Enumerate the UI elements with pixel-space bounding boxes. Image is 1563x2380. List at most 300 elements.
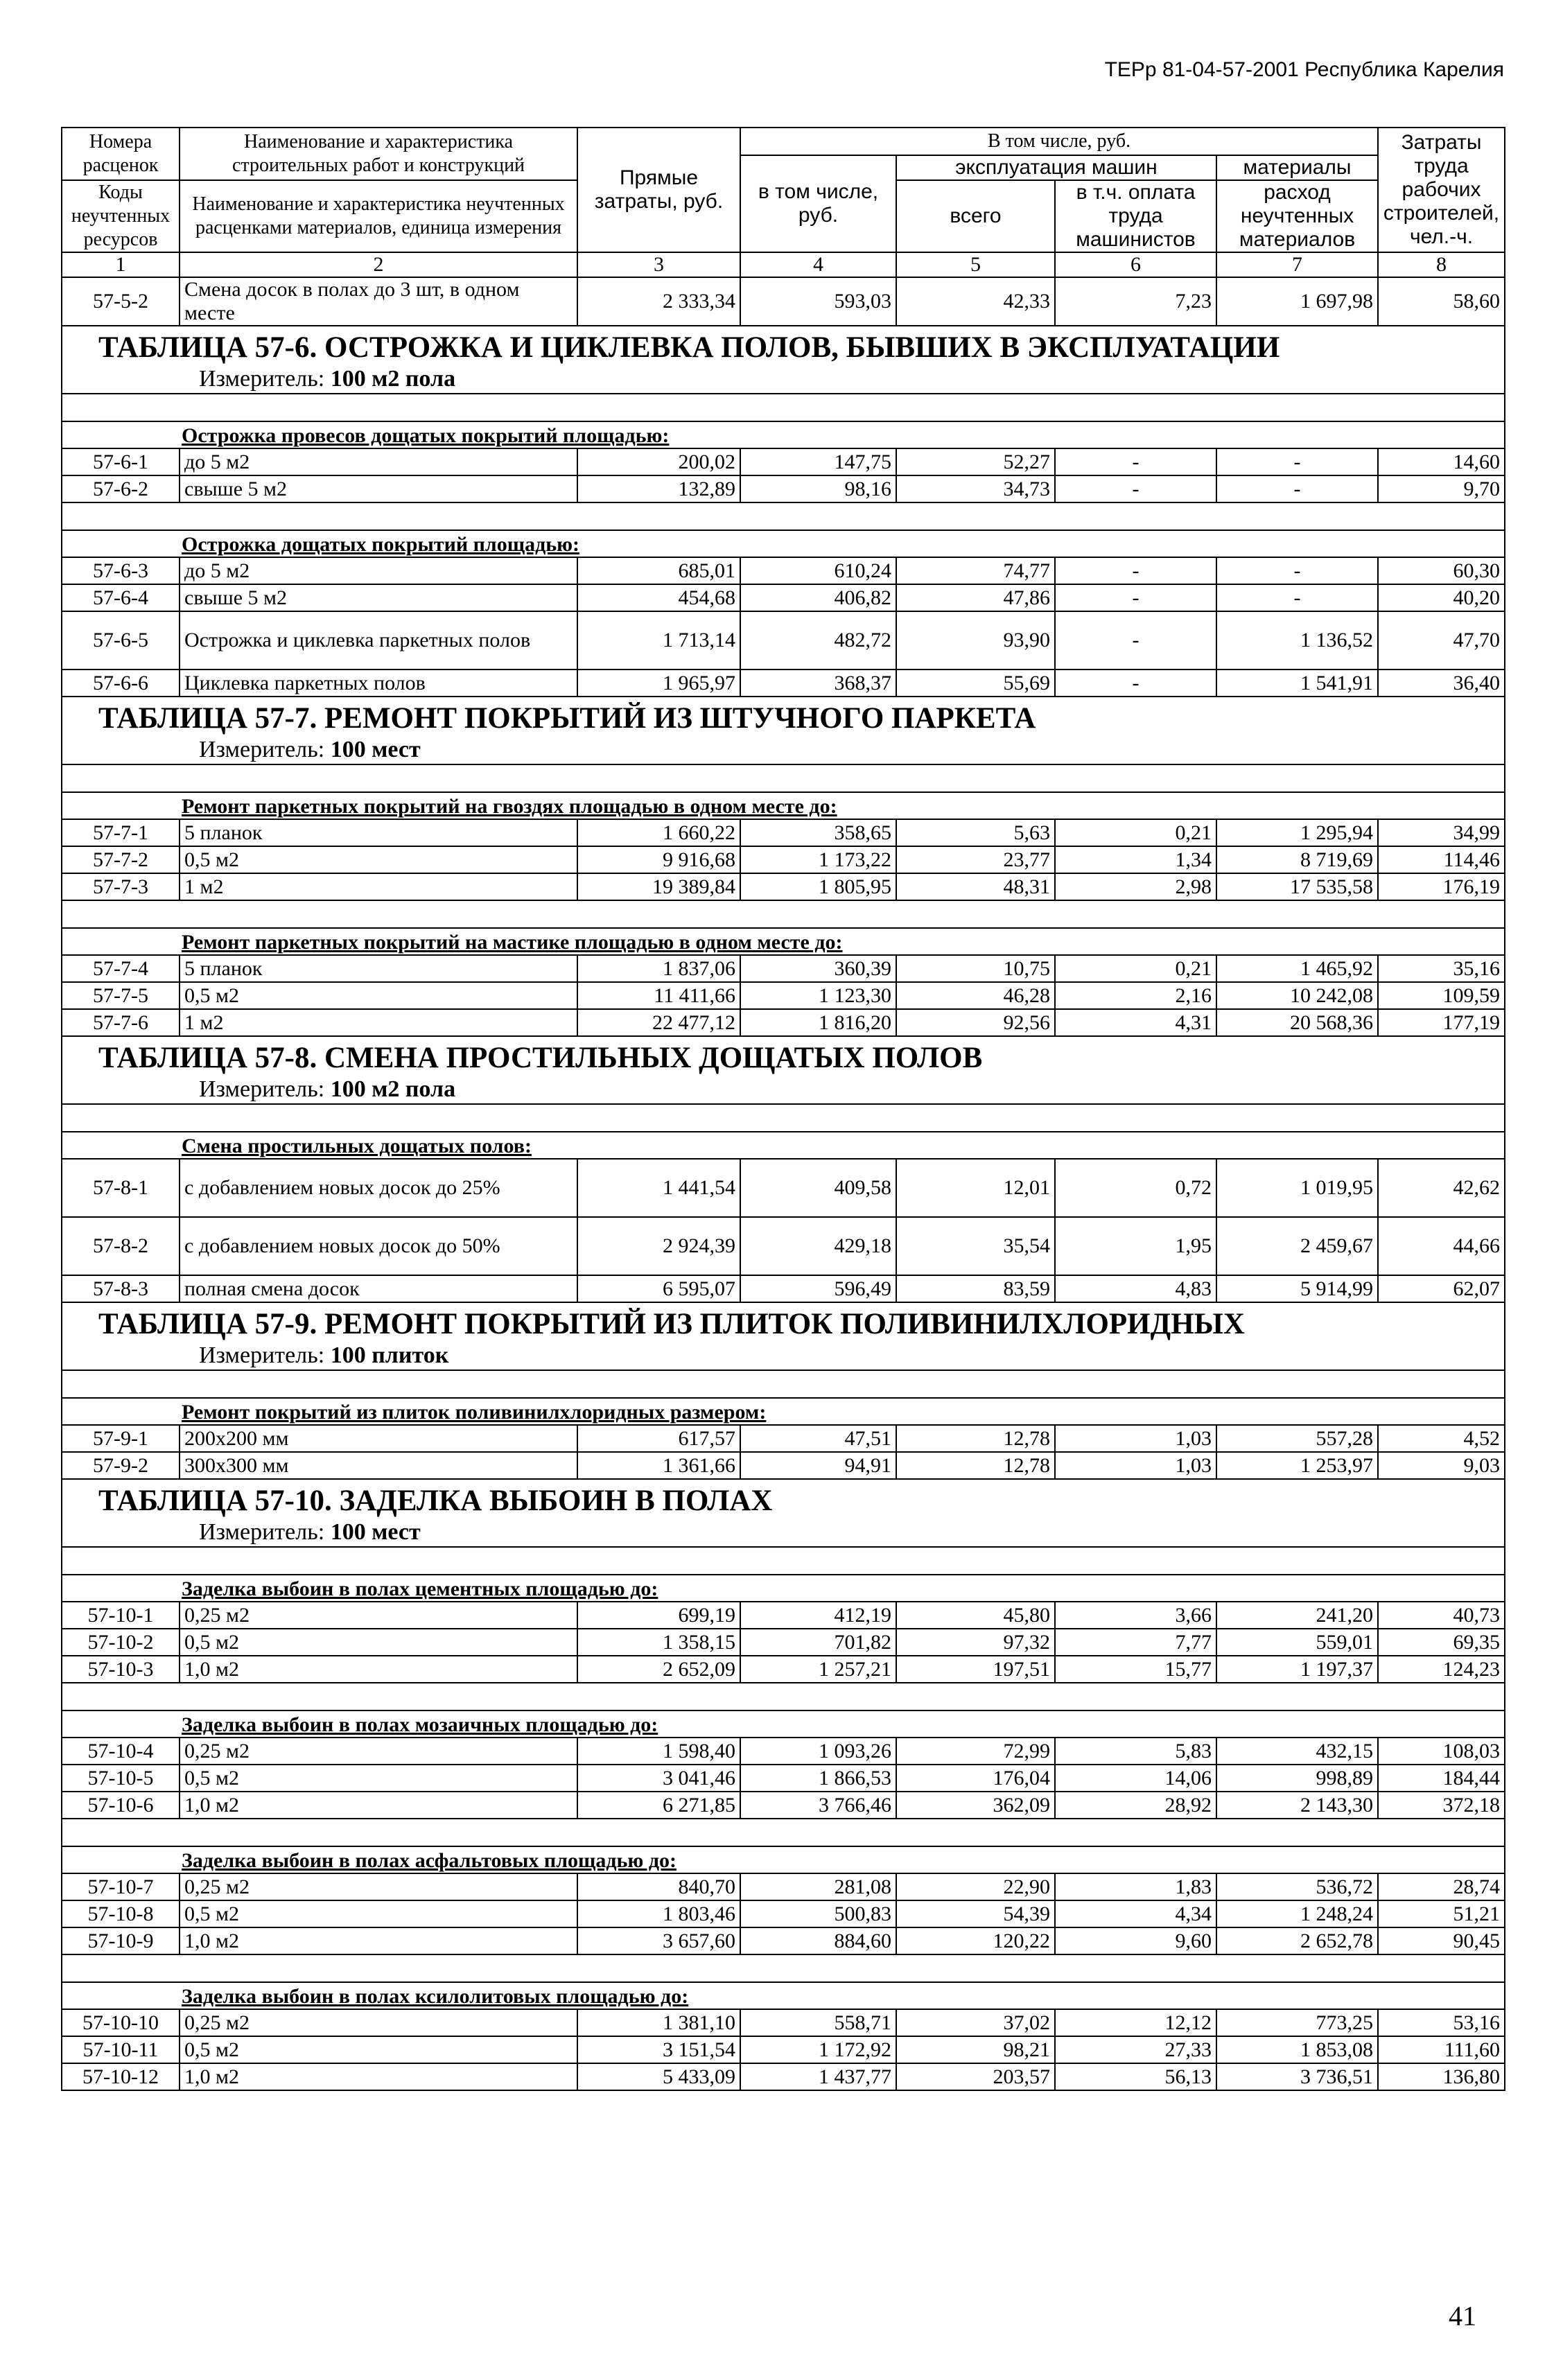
rate-name: до 5 м2 xyxy=(180,448,577,475)
table-row xyxy=(62,955,1505,982)
rate-code: 57-10-9 xyxy=(62,1927,180,1954)
rate-code: 57-7-2 xyxy=(62,846,180,873)
direct-cost: 1 361,66 xyxy=(577,1452,740,1479)
direct-cost: 2 924,39 xyxy=(577,1217,740,1275)
group-subtitle: Смена простильных дощатых полов: xyxy=(182,1135,532,1157)
materials-cost: 1 019,95 xyxy=(1216,1159,1378,1217)
materials-cost: 1 697,98 xyxy=(1216,277,1378,326)
labor-cost: 60,30 xyxy=(1378,557,1505,584)
machines-cost: 10,75 xyxy=(896,955,1055,982)
table-section-header xyxy=(62,1036,1505,1104)
direct-cost: 840,70 xyxy=(577,1873,740,1900)
machines-cost: 47,86 xyxy=(896,584,1055,611)
machines-wages-cost: 15,77 xyxy=(1055,1656,1216,1683)
table-row xyxy=(62,1900,1505,1927)
machines-wages-cost: 27,33 xyxy=(1055,2036,1216,2063)
labor-cost: 58,60 xyxy=(1378,277,1505,326)
header-wages: в том числе, руб. xyxy=(740,155,896,252)
table-row xyxy=(62,1873,1505,1900)
rate-code: 57-7-6 xyxy=(62,1009,180,1036)
machines-wages-cost: - xyxy=(1055,611,1216,670)
rate-code: 57-8-2 xyxy=(62,1217,180,1275)
direct-cost: 1 598,40 xyxy=(577,1738,740,1765)
spacer-row xyxy=(62,900,1505,928)
materials-cost: 1 541,91 xyxy=(1216,670,1378,697)
header-materials-unaccounted: расход неучтенных материалов xyxy=(1216,180,1378,252)
rate-name: 0,25 м2 xyxy=(180,1602,577,1629)
rate-name: с добавлением новых досок до 25% xyxy=(180,1159,577,1217)
meter-label: Измеритель: xyxy=(199,366,325,392)
machines-cost: 72,99 xyxy=(896,1738,1055,1765)
direct-cost: 1 713,14 xyxy=(577,611,740,670)
labor-cost: 136,80 xyxy=(1378,2063,1505,2090)
rate-name: Смена досок в полах до 3 шт, в одном месте xyxy=(180,277,577,326)
column-number: 2 xyxy=(180,252,577,277)
table-row xyxy=(62,1217,1505,1275)
machines-wages-cost: 1,95 xyxy=(1055,1217,1216,1275)
section-title: ТАБЛИЦА 57-10. ЗАДЕЛКА ВЫБОИН В ПОЛАХ xyxy=(98,1485,773,1517)
rate-name: 0,5 м2 xyxy=(180,2036,577,2063)
wages-cost: 360,39 xyxy=(740,955,896,982)
header-direct: Прямые затраты, руб. xyxy=(577,128,740,252)
machines-cost: 5,63 xyxy=(896,819,1055,846)
column-numbers-row xyxy=(62,252,1505,277)
materials-cost: 2 459,67 xyxy=(1216,1217,1378,1275)
rate-name: 0,5 м2 xyxy=(180,982,577,1009)
machines-wages-cost: - xyxy=(1055,557,1216,584)
rate-code: 57-10-2 xyxy=(62,1629,180,1656)
table-row xyxy=(62,2063,1505,2090)
wages-cost: 1 805,95 xyxy=(740,873,896,900)
machines-cost: 93,90 xyxy=(896,611,1055,670)
wages-cost: 406,82 xyxy=(740,584,896,611)
column-number: 4 xyxy=(740,252,896,277)
wages-cost: 1 866,53 xyxy=(740,1765,896,1792)
direct-cost: 6 595,07 xyxy=(577,1275,740,1302)
machines-cost: 42,33 xyxy=(896,277,1055,326)
direct-cost: 5 433,09 xyxy=(577,2063,740,2090)
column-number: 3 xyxy=(577,252,740,277)
table-row xyxy=(62,1738,1505,1765)
meter-label: Измеритель: xyxy=(199,1076,325,1102)
machines-cost: 12,78 xyxy=(896,1425,1055,1452)
labor-cost: 184,44 xyxy=(1378,1765,1505,1792)
wages-cost: 1 123,30 xyxy=(740,982,896,1009)
machines-cost: 12,01 xyxy=(896,1159,1055,1217)
table-row xyxy=(62,1425,1505,1452)
table-row xyxy=(62,1792,1505,1819)
table-row xyxy=(62,1602,1505,1629)
section-title: ТАБЛИЦА 57-7. РЕМОНТ ПОКРЫТИЙ ИЗ ШТУЧНОГО ПАРКЕТА xyxy=(98,702,1036,735)
rate-name: 0,25 м2 xyxy=(180,1873,577,1900)
wages-cost: 412,19 xyxy=(740,1602,896,1629)
group-subtitle-row xyxy=(62,530,1505,557)
rate-code: 57-10-10 xyxy=(62,2009,180,2036)
machines-wages-cost: - xyxy=(1055,448,1216,475)
wages-cost: 884,60 xyxy=(740,1927,896,1954)
machines-cost: 74,77 xyxy=(896,557,1055,584)
machines-cost: 54,39 xyxy=(896,1900,1055,1927)
direct-cost: 19 389,84 xyxy=(577,873,740,900)
machines-cost: 92,56 xyxy=(896,1009,1055,1036)
rate-code: 57-9-1 xyxy=(62,1425,180,1452)
meter-value: 100 плиток xyxy=(330,1342,449,1368)
spacer-row xyxy=(62,394,1505,421)
rate-code: 57-10-5 xyxy=(62,1765,180,1792)
rate-name: 5 планок xyxy=(180,819,577,846)
table-row xyxy=(62,2036,1505,2063)
direct-cost: 2 333,34 xyxy=(577,277,740,326)
header-labor: Затраты труда рабочих строителей, чел.-ч. xyxy=(1378,128,1505,252)
rate-name: 5 планок xyxy=(180,955,577,982)
machines-wages-cost: 4,31 xyxy=(1055,1009,1216,1036)
table-row xyxy=(62,2009,1505,2036)
wages-cost: 1 257,21 xyxy=(740,1656,896,1683)
group-subtitle-row xyxy=(62,421,1505,448)
rate-name: 1,0 м2 xyxy=(180,1792,577,1819)
wages-cost: 409,58 xyxy=(740,1159,896,1217)
materials-cost: 432,15 xyxy=(1216,1738,1378,1765)
direct-cost: 1 803,46 xyxy=(577,1900,740,1927)
machines-wages-cost: 2,16 xyxy=(1055,982,1216,1009)
machines-cost: 120,22 xyxy=(896,1927,1055,1954)
rate-name: с добавлением новых досок до 50% xyxy=(180,1217,577,1275)
section-title: ТАБЛИЦА 57-8. СМЕНА ПРОСТИЛЬНЫХ ДОЩАТЫХ ПОЛОВ xyxy=(98,1042,983,1074)
spacer-row xyxy=(62,502,1505,530)
machines-cost: 34,73 xyxy=(896,475,1055,502)
header-codes-bottom: Коды неучтенных ресурсов xyxy=(62,180,180,252)
rate-name: до 5 м2 xyxy=(180,557,577,584)
labor-cost: 90,45 xyxy=(1378,1927,1505,1954)
materials-cost: - xyxy=(1216,448,1378,475)
machines-cost: 98,21 xyxy=(896,2036,1055,2063)
table-row xyxy=(62,670,1505,697)
machines-wages-cost: 12,12 xyxy=(1055,2009,1216,2036)
spacer-row xyxy=(62,1819,1505,1846)
wages-cost: 94,91 xyxy=(740,1452,896,1479)
section-meter xyxy=(98,365,1504,393)
meter-label: Измеритель: xyxy=(199,737,325,762)
section-title: ТАБЛИЦА 57-6. ОСТРОЖКА И ЦИКЛЕВКА ПОЛОВ, БЫВШИХ В ЭКСПЛУАТАЦИИ xyxy=(98,331,1280,364)
group-subtitle-row xyxy=(62,1710,1505,1738)
rates-table xyxy=(61,127,1505,2091)
machines-cost: 37,02 xyxy=(896,2009,1055,2036)
group-subtitle-row xyxy=(62,1575,1505,1602)
group-subtitle-row xyxy=(62,792,1505,819)
table-row xyxy=(62,873,1505,900)
machines-cost: 203,57 xyxy=(896,2063,1055,2090)
rate-name: 0,5 м2 xyxy=(180,1629,577,1656)
rate-name: 1 м2 xyxy=(180,873,577,900)
materials-cost: 1 253,97 xyxy=(1216,1452,1378,1479)
wages-cost: 500,83 xyxy=(740,1900,896,1927)
labor-cost: 42,62 xyxy=(1378,1159,1505,1217)
labor-cost: 114,46 xyxy=(1378,846,1505,873)
meter-value: 100 м2 пола xyxy=(330,366,456,392)
machines-cost: 83,59 xyxy=(896,1275,1055,1302)
section-meter xyxy=(98,736,1504,764)
materials-cost: 1 465,92 xyxy=(1216,955,1378,982)
labor-cost: 35,16 xyxy=(1378,955,1505,982)
machines-wages-cost: 9,60 xyxy=(1055,1927,1216,1954)
labor-cost: 51,21 xyxy=(1378,1900,1505,1927)
wages-cost: 3 766,46 xyxy=(740,1792,896,1819)
wages-cost: 358,65 xyxy=(740,819,896,846)
table-row xyxy=(62,1765,1505,1792)
wages-cost: 482,72 xyxy=(740,611,896,670)
materials-cost: 5 914,99 xyxy=(1216,1275,1378,1302)
group-subtitle-row xyxy=(62,1982,1505,2009)
header-machines-total: всего xyxy=(896,180,1055,252)
spacer-row xyxy=(62,1370,1505,1398)
direct-cost: 3 041,46 xyxy=(577,1765,740,1792)
meter-value: 100 мест xyxy=(330,1519,421,1545)
table-row xyxy=(62,1452,1505,1479)
rate-name: свыше 5 м2 xyxy=(180,475,577,502)
spacer-row xyxy=(62,1683,1505,1710)
spacer-row xyxy=(62,1547,1505,1575)
wages-cost: 281,08 xyxy=(740,1873,896,1900)
rate-code: 57-7-5 xyxy=(62,982,180,1009)
section-meter xyxy=(98,1519,1504,1546)
labor-cost: 28,74 xyxy=(1378,1873,1505,1900)
header-materials-group: материалы xyxy=(1216,155,1378,180)
rate-name: Острожка и циклевка паркетных полов xyxy=(180,611,577,670)
labor-cost: 111,60 xyxy=(1378,2036,1505,2063)
machines-wages-cost: 5,83 xyxy=(1055,1738,1216,1765)
machines-cost: 23,77 xyxy=(896,846,1055,873)
header-codes-top: Номера расценок xyxy=(62,128,180,180)
page-header: ТЕРр 81-04-57-2001 Республика Карелия xyxy=(1104,58,1504,81)
rate-code: 57-5-2 xyxy=(62,277,180,326)
materials-cost: 773,25 xyxy=(1216,2009,1378,2036)
table-section-header xyxy=(62,326,1505,394)
group-subtitle: Заделка выбоин в полах мозаичных площадью до: xyxy=(182,1713,658,1736)
labor-cost: 108,03 xyxy=(1378,1738,1505,1765)
labor-cost: 109,59 xyxy=(1378,982,1505,1009)
group-subtitle: Заделка выбоин в полах асфальтовых площадью до: xyxy=(182,1849,676,1872)
machines-wages-cost: 7,23 xyxy=(1055,277,1216,326)
table-row xyxy=(62,1629,1505,1656)
group-subtitle: Ремонт паркетных покрытий на гвоздях площадью в одном месте до: xyxy=(182,795,837,818)
header-machines-wages: в т.ч. оплата труда машинистов xyxy=(1055,180,1216,252)
wages-cost: 558,71 xyxy=(740,2009,896,2036)
wages-cost: 701,82 xyxy=(740,1629,896,1656)
column-number: 8 xyxy=(1378,252,1505,277)
labor-cost: 69,35 xyxy=(1378,1629,1505,1656)
labor-cost: 40,73 xyxy=(1378,1602,1505,1629)
labor-cost: 177,19 xyxy=(1378,1009,1505,1036)
rate-code: 57-8-1 xyxy=(62,1159,180,1217)
group-subtitle-row xyxy=(62,928,1505,955)
group-subtitle: Острожка провесов дощатых покрытий площадью: xyxy=(182,424,670,447)
page-number: 41 xyxy=(1449,2300,1476,2331)
section-title: ТАБЛИЦА 57-9. РЕМОНТ ПОКРЫТИЙ ИЗ ПЛИТОК ПОЛИВИНИЛХЛОРИДНЫХ xyxy=(98,1308,1245,1340)
rate-name: 0,5 м2 xyxy=(180,1900,577,1927)
machines-wages-cost: 28,92 xyxy=(1055,1792,1216,1819)
materials-cost: 1 853,08 xyxy=(1216,2036,1378,2063)
section-meter xyxy=(98,1342,1504,1370)
rate-name: 200х200 мм xyxy=(180,1425,577,1452)
wages-cost: 1 437,77 xyxy=(740,2063,896,2090)
direct-cost: 200,02 xyxy=(577,448,740,475)
rate-code: 57-10-11 xyxy=(62,2036,180,2063)
labor-cost: 14,60 xyxy=(1378,448,1505,475)
rate-code: 57-10-8 xyxy=(62,1900,180,1927)
machines-cost: 12,78 xyxy=(896,1452,1055,1479)
table-row xyxy=(62,1275,1505,1302)
header-name-bottom: Наименование и характеристика неучтенных расценками материалов, единица измерения xyxy=(180,180,577,252)
machines-cost: 45,80 xyxy=(896,1602,1055,1629)
rate-code: 57-6-2 xyxy=(62,475,180,502)
labor-cost: 176,19 xyxy=(1378,873,1505,900)
rate-name: 0,5 м2 xyxy=(180,1765,577,1792)
wages-cost: 368,37 xyxy=(740,670,896,697)
table-row xyxy=(62,448,1505,475)
table-row xyxy=(62,611,1505,670)
section-meter xyxy=(98,1076,1504,1103)
materials-cost: 1 197,37 xyxy=(1216,1656,1378,1683)
rate-code: 57-6-3 xyxy=(62,557,180,584)
machines-wages-cost: 14,06 xyxy=(1055,1765,1216,1792)
labor-cost: 44,66 xyxy=(1378,1217,1505,1275)
materials-cost: 1 136,52 xyxy=(1216,611,1378,670)
header-name-top: Наименование и характеристика строительных работ и конструкций xyxy=(180,128,577,180)
wages-cost: 610,24 xyxy=(740,557,896,584)
direct-cost: 1 358,15 xyxy=(577,1629,740,1656)
table-row xyxy=(62,277,1505,326)
machines-wages-cost: - xyxy=(1055,670,1216,697)
group-subtitle-row xyxy=(62,1132,1505,1159)
direct-cost: 11 411,66 xyxy=(577,982,740,1009)
direct-cost: 1 381,10 xyxy=(577,2009,740,2036)
table-row xyxy=(62,846,1505,873)
group-subtitle: Заделка выбоин в полах ксилолитовых площадью до: xyxy=(182,1985,689,2008)
rate-code: 57-7-4 xyxy=(62,955,180,982)
rate-code: 57-7-1 xyxy=(62,819,180,846)
labor-cost: 53,16 xyxy=(1378,2009,1505,2036)
direct-cost: 1 660,22 xyxy=(577,819,740,846)
wages-cost: 47,51 xyxy=(740,1425,896,1452)
rate-code: 57-9-2 xyxy=(62,1452,180,1479)
machines-cost: 55,69 xyxy=(896,670,1055,697)
materials-cost: 2 652,78 xyxy=(1216,1927,1378,1954)
labor-cost: 40,20 xyxy=(1378,584,1505,611)
direct-cost: 1 837,06 xyxy=(577,955,740,982)
direct-cost: 9 916,68 xyxy=(577,846,740,873)
machines-cost: 176,04 xyxy=(896,1765,1055,1792)
wages-cost: 1 173,22 xyxy=(740,846,896,873)
header-machines-group: эксплуатация машин xyxy=(896,155,1216,180)
machines-cost: 362,09 xyxy=(896,1792,1055,1819)
meter-label: Измеритель: xyxy=(199,1519,325,1545)
labor-cost: 372,18 xyxy=(1378,1792,1505,1819)
rate-name: 300х300 мм xyxy=(180,1452,577,1479)
wages-cost: 593,03 xyxy=(740,277,896,326)
group-subtitle: Ремонт покрытий из плиток поливинилхлоридных размером: xyxy=(182,1401,767,1424)
rate-code: 57-8-3 xyxy=(62,1275,180,1302)
direct-cost: 22 477,12 xyxy=(577,1009,740,1036)
wages-cost: 1 093,26 xyxy=(740,1738,896,1765)
machines-wages-cost: 0,21 xyxy=(1055,819,1216,846)
rate-code: 57-10-1 xyxy=(62,1602,180,1629)
rate-name: 1,0 м2 xyxy=(180,1656,577,1683)
machines-cost: 197,51 xyxy=(896,1656,1055,1683)
labor-cost: 62,07 xyxy=(1378,1275,1505,1302)
materials-cost: 17 535,58 xyxy=(1216,873,1378,900)
direct-cost: 132,89 xyxy=(577,475,740,502)
group-subtitle: Ремонт паркетных покрытий на мастике площадью в одном месте до: xyxy=(182,931,843,954)
wages-cost: 1 172,92 xyxy=(740,2036,896,2063)
materials-cost: 998,89 xyxy=(1216,1765,1378,1792)
table-row xyxy=(62,475,1505,502)
column-number: 5 xyxy=(896,252,1055,277)
machines-wages-cost: 4,83 xyxy=(1055,1275,1216,1302)
direct-cost: 1 965,97 xyxy=(577,670,740,697)
machines-cost: 46,28 xyxy=(896,982,1055,1009)
group-subtitle-row xyxy=(62,1846,1505,1873)
materials-cost: - xyxy=(1216,557,1378,584)
wages-cost: 147,75 xyxy=(740,448,896,475)
table-row xyxy=(62,557,1505,584)
machines-wages-cost: 7,77 xyxy=(1055,1629,1216,1656)
meter-label: Измеритель: xyxy=(199,1342,325,1368)
wages-cost: 596,49 xyxy=(740,1275,896,1302)
rate-name: 0,25 м2 xyxy=(180,1738,577,1765)
materials-cost: - xyxy=(1216,584,1378,611)
header-incl-group: В том числе, руб. xyxy=(740,128,1378,155)
table-row xyxy=(62,1656,1505,1683)
direct-cost: 3 657,60 xyxy=(577,1927,740,1954)
machines-wages-cost: 1,03 xyxy=(1055,1452,1216,1479)
materials-cost: 2 143,30 xyxy=(1216,1792,1378,1819)
rate-name: полная смена досок xyxy=(180,1275,577,1302)
direct-cost: 6 271,85 xyxy=(577,1792,740,1819)
labor-cost: 124,23 xyxy=(1378,1656,1505,1683)
group-subtitle: Острожка дощатых покрытий площадью: xyxy=(182,533,580,556)
meter-value: 100 м2 пола xyxy=(330,1076,456,1102)
column-number: 6 xyxy=(1055,252,1216,277)
meter-value: 100 мест xyxy=(330,737,421,762)
table-row xyxy=(62,584,1505,611)
rate-code: 57-10-3 xyxy=(62,1656,180,1683)
spacer-row xyxy=(62,1104,1505,1132)
materials-cost: 10 242,08 xyxy=(1216,982,1378,1009)
machines-wages-cost: - xyxy=(1055,475,1216,502)
direct-cost: 685,01 xyxy=(577,557,740,584)
rate-code: 57-10-12 xyxy=(62,2063,180,2090)
machines-wages-cost: 1,83 xyxy=(1055,1873,1216,1900)
spacer-row xyxy=(62,764,1505,792)
labor-cost: 9,03 xyxy=(1378,1452,1505,1479)
materials-cost: 557,28 xyxy=(1216,1425,1378,1452)
table-row xyxy=(62,1927,1505,1954)
rate-name: Циклевка паркетных полов xyxy=(180,670,577,697)
wages-cost: 98,16 xyxy=(740,475,896,502)
machines-wages-cost: 4,34 xyxy=(1055,1900,1216,1927)
rate-code: 57-10-7 xyxy=(62,1873,180,1900)
table-row xyxy=(62,1009,1505,1036)
rate-code: 57-10-6 xyxy=(62,1792,180,1819)
materials-cost: - xyxy=(1216,475,1378,502)
rate-name: 1,0 м2 xyxy=(180,1927,577,1954)
rate-name: свыше 5 м2 xyxy=(180,584,577,611)
materials-cost: 20 568,36 xyxy=(1216,1009,1378,1036)
rate-name: 0,25 м2 xyxy=(180,2009,577,2036)
group-subtitle-row xyxy=(62,1398,1505,1425)
machines-wages-cost: 0,72 xyxy=(1055,1159,1216,1217)
materials-cost: 1 295,94 xyxy=(1216,819,1378,846)
